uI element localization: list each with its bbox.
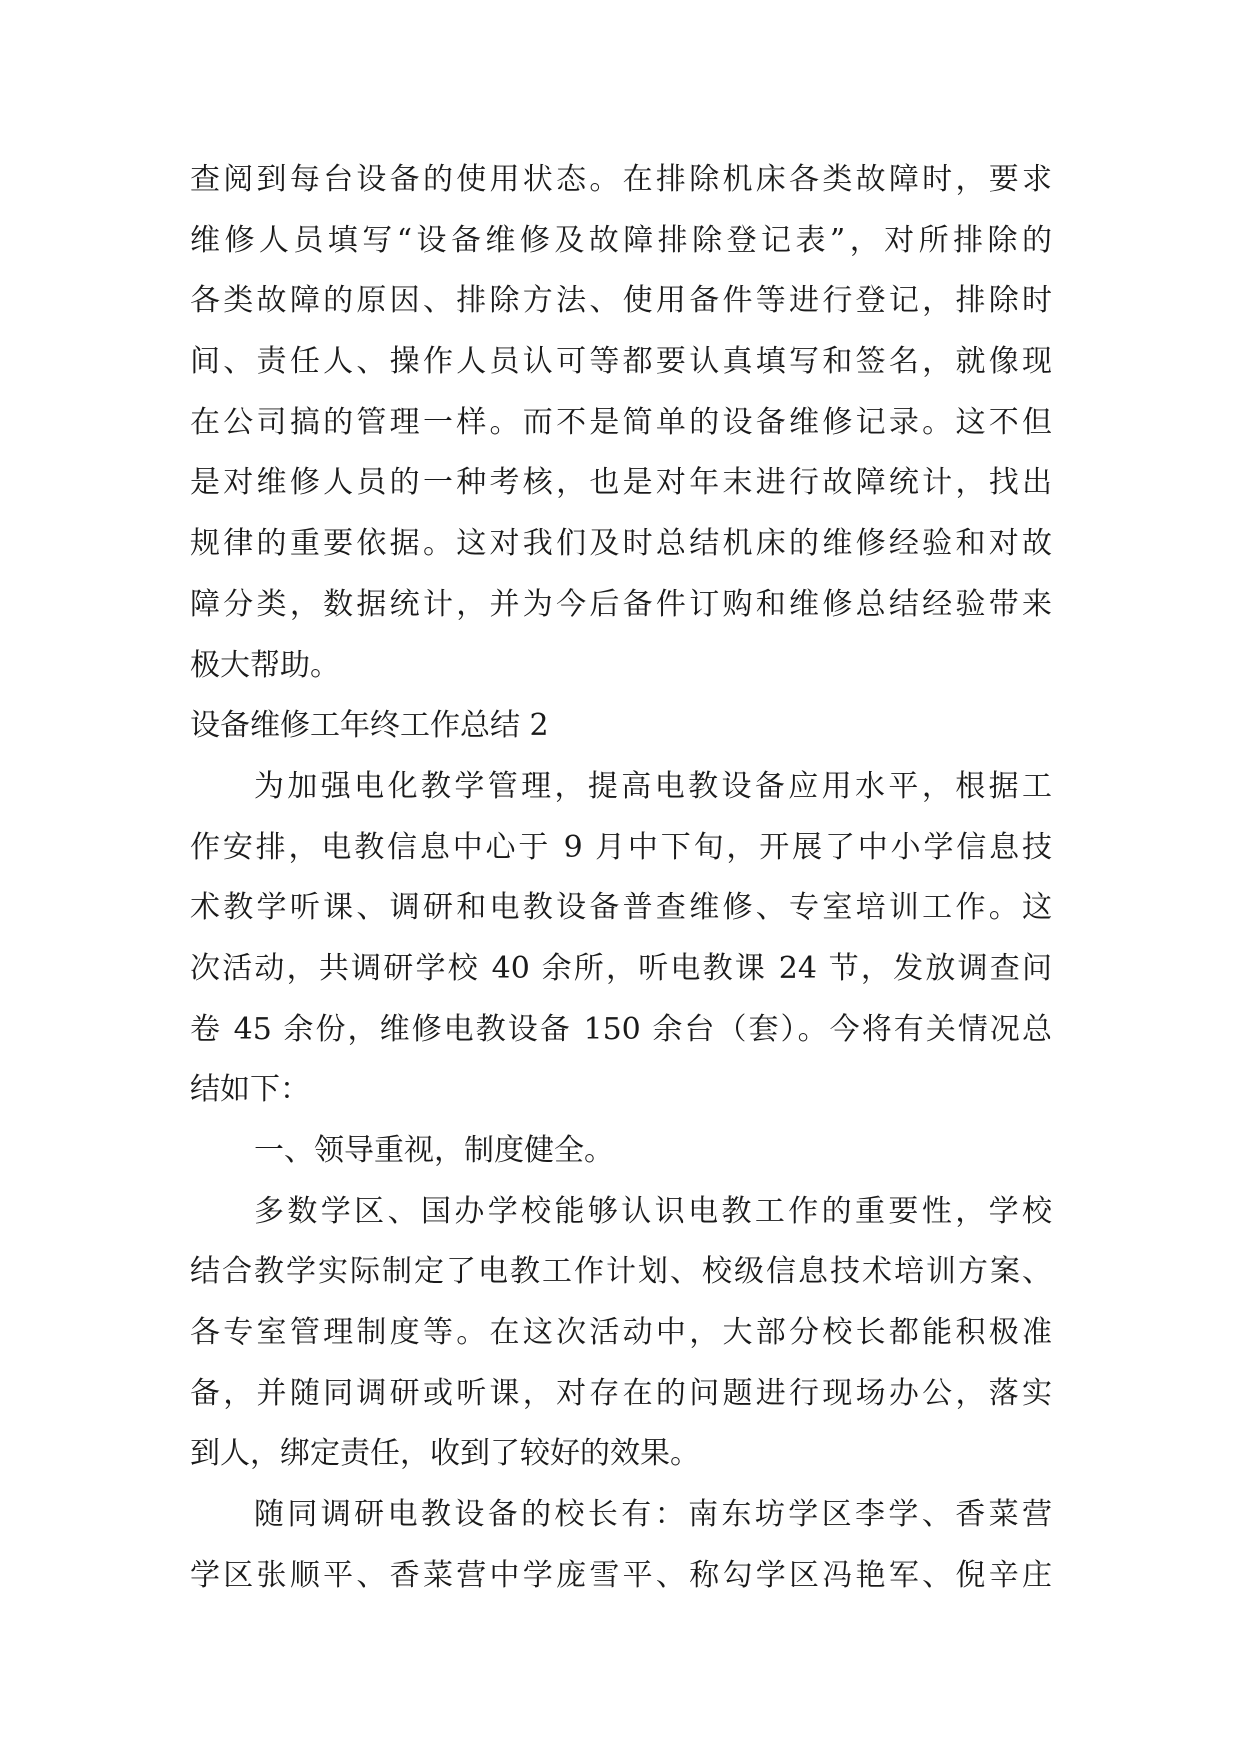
text-line: 卷 45 余份，维修电教设备 150 余台（套）。今将有关情况总 [190,1011,1052,1047]
text-line: 查阅到每台设备的使用状态。在排除机床各类故障时，要求 [190,162,1052,197]
text-line: 极大帮助。 [190,647,340,683]
text-line: 各类故障的原因、排除方法、使用备件等进行登记，排除时 [190,283,1052,319]
text-line: 为加强电化教学管理，提高电教设备应用水平，根据工 [254,768,1052,804]
text-line: 障分类，数据统计，并为今后备件订购和维修总结经验带来 [190,586,1052,622]
text-line: 备，并随同调研或听课，对存在的问题进行现场办公，落实 [190,1375,1052,1411]
subheading: 一、领导重视，制度健全。 [254,1133,614,1168]
text-line: 各专室管理制度等。在这次活动中，大部分校长都能积极准 [190,1315,1052,1351]
paragraph-leadership [190,1182,1052,1485]
document-page [190,150,1052,1607]
text-line: 结合教学实际制定了电教工作计划、校级信息技术培训方案、 [190,1254,1052,1290]
paragraph-principals [190,1485,1052,1606]
text-line: 次活动，共调研学校 40 余所，听电教课 24 节，发放调查问 [190,950,1052,986]
text-line: 到人，绑定责任，收到了较好的效果。 [190,1436,700,1472]
text-line: 结如下： [190,1072,310,1108]
text-line: 多数学区、国办学校能够认识电教工作的重要性，学校 [254,1193,1052,1229]
text-line: 术教学听课、调研和电教设备普查维修、专室培训工作。这 [190,890,1052,926]
text-line: 规律的重要依据。这对我们及时总结机床的维修经验和对故 [190,526,1052,562]
text-line: 作安排，电教信息中心于 9 月中下旬，开展了中小学信息技 [190,829,1052,865]
paragraph-intro [190,757,1052,1121]
text-line: 维修人员填写“设备维修及故障排除登记表”，对所排除的 [190,222,1052,258]
text-line: 是对维修人员的一种考核，也是对年末进行故障统计，找出 [190,465,1052,501]
text-line: 间、责任人、操作人员认可等都要认真填写和签名，就像现 [190,344,1052,380]
text-line: 在公司搞的管理一样。而不是简单的设备维修记录。这不但 [190,404,1052,440]
text-line: 随同调研电教设备的校长有：南东坊学区李学、香菜营 [254,1497,1052,1533]
continuation-paragraph [190,150,1052,696]
subheading-paragraph [190,1121,1052,1182]
section-heading: 设备维修工年终工作总结 2 [190,708,549,744]
text-line: 学区张顺平、香菜营中学庞雪平、称勾学区冯艳军、倪辛庄 [190,1557,1052,1593]
